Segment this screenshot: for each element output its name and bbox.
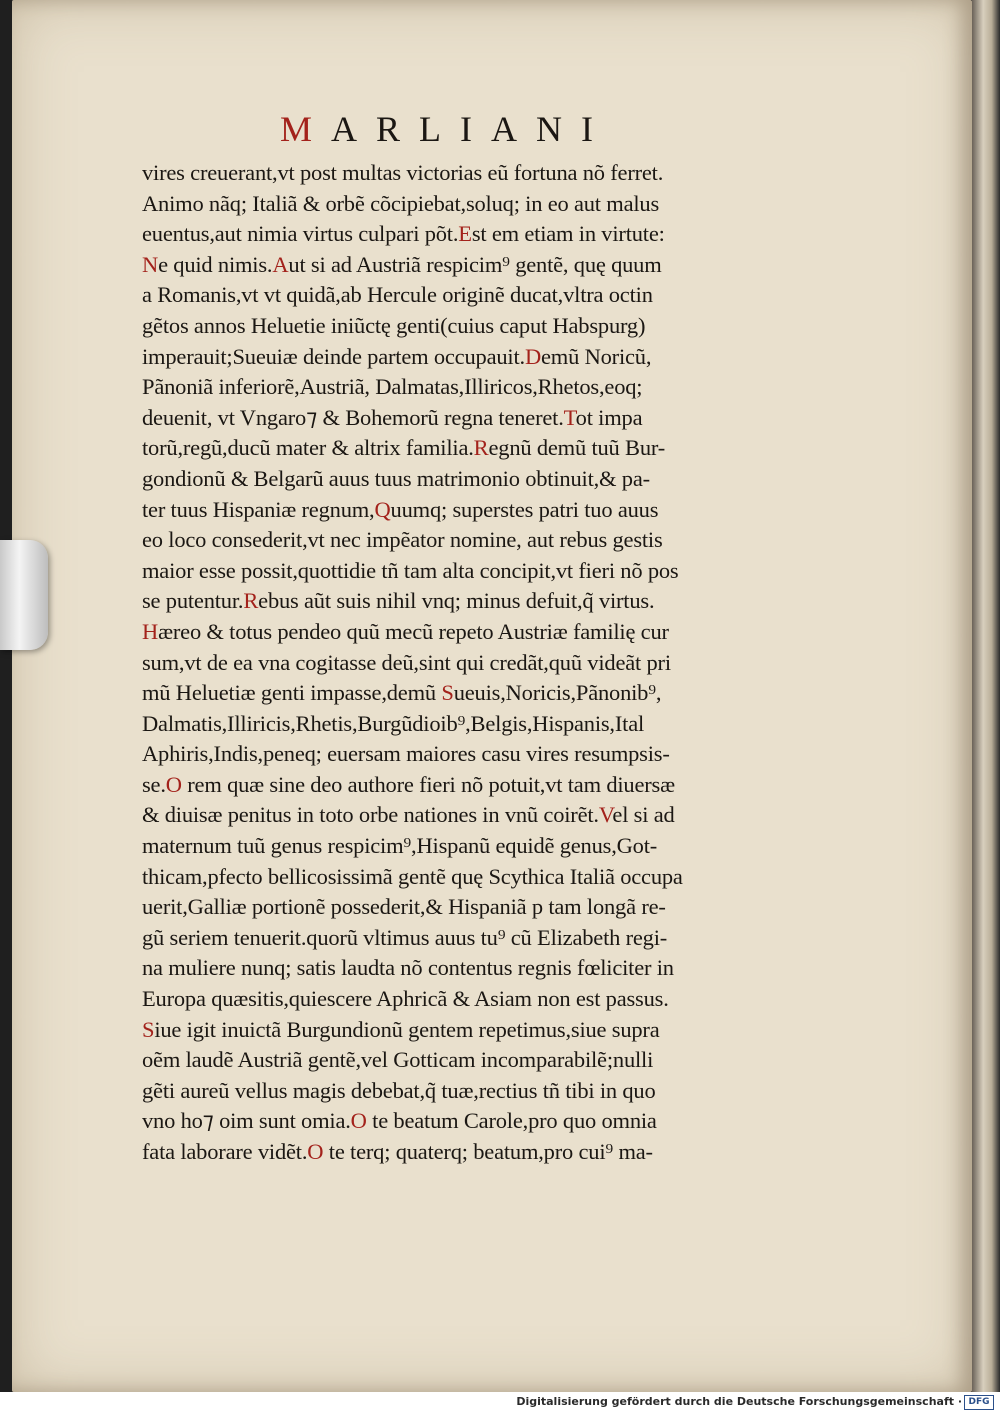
rubricated-initial: R — [473, 435, 489, 461]
text-line — [142, 1106, 864, 1137]
text-segment: el si ad — [612, 802, 675, 828]
text-segment: eo loco consederit,vt nec impẽator nomine, aut rebus gestis — [142, 527, 663, 553]
text-segment: euentus,aut nimia virtus culpari põt. — [142, 221, 459, 247]
text-line — [142, 525, 864, 556]
text-line — [142, 556, 864, 587]
text-line — [142, 219, 864, 250]
text-line — [142, 1137, 864, 1168]
rubricated-initial: S — [142, 1016, 155, 1042]
text-line — [142, 648, 864, 679]
text-line — [142, 923, 864, 954]
rubricated-initial: D — [524, 343, 541, 369]
text-segment: ter tuus Hispaniæ regnum, — [142, 496, 375, 522]
text-line — [142, 495, 864, 526]
text-segment: & diuisæ penitus in toto orbe nationes in vnũ coirẽt. — [142, 802, 599, 828]
text-segment: ot impa — [575, 404, 643, 430]
text-segment: te terq; quaterq; beatum,pro cui⁹ ma- — [323, 1139, 653, 1164]
text-line — [142, 984, 864, 1015]
text-line — [142, 372, 864, 403]
text-segment: fata laborare vidẽt. — [142, 1139, 308, 1164]
text-segment: st em etiam in virtute: — [471, 221, 665, 247]
footer-bar — [0, 1392, 1000, 1412]
text-segment: Animo nãq; Italiã & orbẽ cõcipiebat,soluq; in eo aut malus — [142, 190, 660, 216]
text-line — [142, 1076, 864, 1107]
text-segment: e quid nimis. — [158, 251, 273, 277]
text-segment: Dalmatis,Illiricis,Rhetis,Burgũdioib⁹,Belgis,Hispanis,Ital — [142, 710, 645, 736]
text-line — [142, 342, 864, 373]
text-line — [142, 280, 864, 311]
running-head — [280, 108, 700, 150]
rubricated-initial: N — [142, 251, 159, 277]
text-line — [142, 311, 864, 342]
rubricated-initial: E — [458, 221, 472, 247]
text-line — [142, 831, 864, 862]
text-segment: rem quæ sine deo authore fieri nõ potuit,vt tam diuersæ — [181, 771, 675, 797]
page-holder-clip — [0, 540, 48, 650]
text-segment: vires creuerant,vt post multas victorias eũ fortuna nõ ferret. — [142, 160, 664, 185]
text-segment: sum,vt de ea vna cogitasse deũ,sint qui credãt,quũ videãt pri — [142, 649, 671, 675]
text-segment: maior esse possit,quottidie tñ tam alta concipit,vt fieri nõ pos — [142, 557, 679, 583]
text-segment: egnũ demũ tuũ Bur- — [488, 435, 666, 461]
dfg-logo-icon[interactable]: DFG — [964, 1395, 994, 1410]
rubricated-initial: H — [142, 618, 159, 644]
book-spine-edge — [972, 0, 1000, 1392]
rubricated-initial: T — [563, 404, 576, 430]
text-segment: ut si ad Austriã respicim⁹ gentẽ, quę quum — [288, 251, 662, 277]
text-segment: se putentur. — [142, 588, 244, 614]
text-line — [142, 953, 864, 984]
running-head-initial: M — [280, 109, 332, 149]
text-segment: gẽti aureũ vellus magis debebat,q̃ tuæ,rectius tñ tibi in quo — [142, 1077, 656, 1103]
rubricated-initial: O — [165, 771, 182, 797]
text-line — [142, 433, 864, 464]
text-line — [142, 586, 864, 617]
text-segment: thicam,pfecto bellicosissimã gentẽ quę Scythica Italiã occupa — [142, 863, 683, 889]
text-line — [142, 617, 864, 648]
text-line — [142, 739, 864, 770]
text-segment: iue igit inuictã Burgundionũ gentem repetimus,siue supra — [154, 1016, 660, 1042]
text-segment: torũ,regũ,ducũ mater & altrix familia. — [142, 435, 474, 461]
text-block — [142, 158, 864, 1168]
text-segment: gũ seriem tenuerit.quorũ vltimus auus tu⁹ cũ Elizabeth regi- — [142, 924, 668, 950]
rubricated-initial: S — [441, 680, 454, 706]
text-segment: maternum tuũ genus respicim⁹,Hispanũ equidẽ genus,Got- — [142, 833, 658, 859]
text-segment: ebus aũt suis nihil vnq; minus defuit,q̃ virtus. — [258, 588, 655, 614]
text-line — [142, 678, 864, 709]
text-segment: oẽm laudẽ Austriã gentẽ,vel Gotticam incomparabilẽ;nulli — [142, 1047, 654, 1073]
text-segment: mũ Heluetiæ genti impasse,demũ — [142, 680, 442, 706]
text-line — [142, 189, 864, 220]
text-line — [142, 403, 864, 434]
text-segment: se. — [142, 771, 166, 797]
text-segment: Aphiris,Indis,peneq; euersam maiores casu vires resumpsis- — [142, 741, 670, 767]
text-segment: ueuis,Noricis,Pãnonib⁹, — [453, 680, 662, 706]
text-segment: deuenit, vt Vngaro⁊ & Bohemorũ regna teneret. — [142, 404, 564, 430]
text-segment: a Romanis,vt vt quidã,ab Hercule originẽ ducat,vltra octin — [142, 282, 653, 308]
text-segment: Europa quæsitis,quiescere Aphricã & Asiam non est passus. — [142, 986, 669, 1012]
rubricated-initial: A — [272, 251, 289, 277]
text-line — [142, 892, 864, 923]
funding-notice: Digitalisierung gefördert durch die Deutsche Forschungsgemeinschaft · — [516, 1395, 962, 1408]
text-segment: uerit,Galliæ portionẽ possederit,& Hispaniã p tam longã re- — [142, 894, 666, 920]
text-line — [142, 1045, 864, 1076]
rubricated-initial: O — [350, 1108, 367, 1134]
text-line — [142, 250, 864, 281]
text-segment: te beatum Carole,pro quo omnia — [366, 1108, 657, 1134]
running-head-rest: ARLIANI — [331, 109, 612, 149]
text-segment: imperauit;Sueuiæ deinde partem occupauit. — [142, 343, 525, 369]
text-line — [142, 800, 864, 831]
text-segment: uumq; superstes patri tuo auus — [390, 496, 659, 522]
text-line — [142, 862, 864, 893]
text-line — [142, 1015, 864, 1046]
text-line — [142, 709, 864, 740]
text-segment: vno ho⁊ oim sunt omia. — [142, 1108, 351, 1134]
text-line — [142, 158, 864, 189]
rubricated-initial: O — [307, 1139, 324, 1164]
rubricated-initial: R — [243, 588, 259, 614]
text-segment: gondionũ & Belgarũ auus tuus matrimonio obtinuit,& pa- — [142, 465, 650, 491]
text-segment: na muliere nunq; satis laudta nõ contentus regnis fœliciter in — [142, 955, 674, 981]
text-segment: æreo & totus pendeo quũ mecũ repeto Austriæ familię cur — [158, 618, 669, 644]
rubricated-initial: Q — [374, 496, 391, 522]
rubricated-initial: V — [598, 802, 613, 828]
text-line — [142, 770, 864, 801]
text-line — [142, 464, 864, 495]
text-segment: Pãnoniã inferiorẽ,Austriã, Dalmatas,Illiricos,Rhetos,eoq; — [142, 374, 643, 400]
text-segment: gẽtos annos Heluetie iniũctę genti(cuius caput Habspurg) — [142, 312, 646, 338]
text-segment: emũ Noricũ, — [541, 343, 652, 369]
